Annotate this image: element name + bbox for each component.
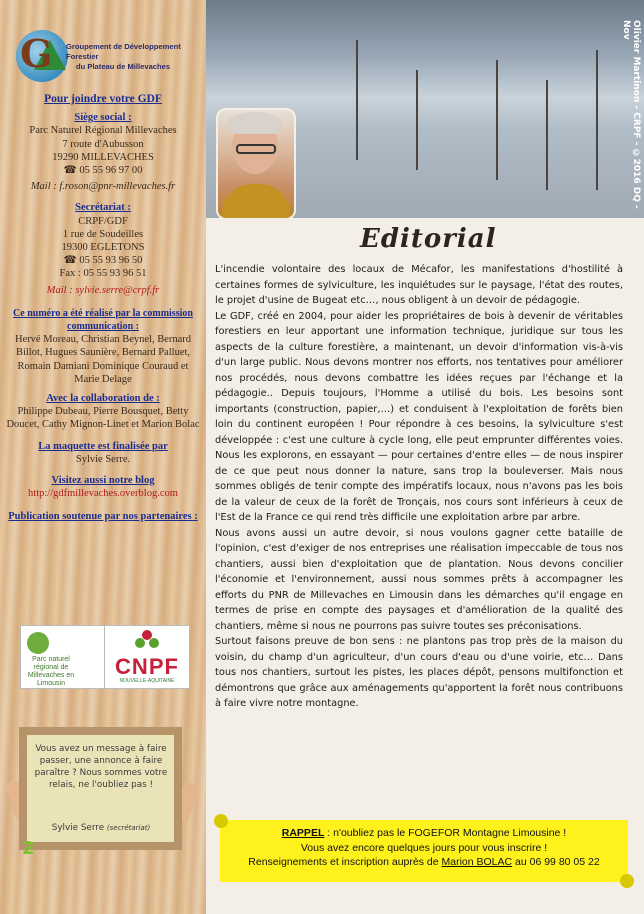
join-title: Pour joindre votre GDF: [44, 93, 162, 105]
tree-reflection: [596, 50, 598, 190]
cnpf-sub: NOUVELLE-AQUITAINE: [119, 678, 175, 684]
commission-title: Ce numéro a été réalisé par la commission communication :: [13, 307, 193, 333]
collab-title: Avec la collaboration de :: [46, 393, 160, 405]
siege-phone: ☎ 05 55 96 97 00: [63, 165, 143, 177]
logo-line1: Groupement de Développement Forestier: [66, 42, 181, 61]
secretariat-line: 1 rue de Soudeilles: [62, 228, 144, 240]
cnpf-logo: [104, 625, 190, 689]
signature-name: Sylvie Serre: [51, 823, 105, 833]
contact-block: [4, 93, 202, 524]
parc-logo: [20, 625, 106, 689]
editorial-paragraph: L'incendie volontaire des locaux de Mécafor, les manifestations d'hostilité à certaines formes de sylviculture, les inquiétudes sur le paysage, l'état des routes, le projet d'usine de Bugeat etc…, nous obligent à un devoir de pédagogie.: [215, 264, 623, 306]
collab-names: Philippe Dubeau, Pierre Bousquet, Betty Doucet, Cathy Mignon-Linet et Marion Bolac: [6, 406, 200, 431]
logo-text: [66, 42, 206, 72]
blog-title: Visitez aussi notre blog: [51, 475, 155, 487]
logo-line2: du Plateau de Millevaches: [76, 62, 171, 71]
author-portrait: [216, 108, 296, 220]
secretariat-mail-link[interactable]: Mail : sylvie.serre@crpf.fr: [46, 284, 160, 296]
commission-names: Hervé Moreau, Christian Beynel, Bernard Billot, Hugues Saunière, Bernard Palluet, Romain Damiani Dominique Couraud et Marie Delage: [14, 334, 192, 385]
flower-icon: [135, 630, 159, 654]
rappel-line3-suffix: au 06 99 80 05 22: [512, 856, 600, 868]
secretariat-line: CRPF/GDF: [78, 215, 128, 227]
maquette-name: Sylvie Serre.: [75, 453, 131, 465]
editorial-paragraph: Nous avons aussi un autre devoir, si nous voulons gagner cette bataille de l'opinion, c'est d'exiger de nos entreprises une réalisation impeccable de tous nos chantiers, aussi bien d'exploitation que de plantation. Nous devons concilier l'économie et l'environnement, aussi nous sommes prêts à accompagner les efforts du PNR de Millevaches en Limousin dans les démarches qu'il engage en termes de prise en compte des paysages et d'amélioration de la qualité des chantiers, même si nous ne pourrons pas suivre toutes ses préconisations.: [215, 527, 623, 632]
glasses-icon: [236, 144, 276, 154]
rappel-line2: Vous avez encore quelques jours pour vous inscrire !: [300, 841, 548, 854]
photo-credit: Olivier Martinon - CRPF - ©2016 DQ - Nov: [621, 20, 641, 209]
tree-reflection: [546, 80, 548, 190]
editorial-body: [215, 262, 623, 712]
editorial-paragraph: Surtout faisons preuve de bon sens : ne plantons pas trop près de la maison du voisin, du champ d'un agriculteur, d'un cours d'eau ou d'une voirie, etc… Dans tous nos chantiers, surtout les pistes, les places dépôt, pensons multifonction et démontrons que grâce aux aménagements qu'apportent la forêt nous contribuons à faire vivre notre montagne.: [215, 636, 623, 709]
board-message: Vous avez un message à faire passer, une annonce à faire paraître ? Nous sommes votre relais, ne l'oubliez pas !: [34, 744, 168, 790]
signature-role: (secrétariat): [106, 824, 151, 832]
siege-line: 19290 MILLEVACHES: [52, 151, 154, 163]
secretariat-title: Secrétariat :: [75, 202, 131, 214]
rappel-label: RAPPEL: [281, 827, 325, 839]
rappel-text: [220, 826, 628, 870]
rappel-line1: : n'oubliez pas le FOGEFOR Montagne Limousine !: [324, 827, 567, 839]
blog-link[interactable]: http://gdfmillevaches.overblog.com: [28, 488, 178, 500]
portrait-coat: [222, 184, 290, 220]
parc-logo-text: Parc naturel régional de Millevaches en Limousin: [27, 656, 75, 687]
portrait-hair: [228, 112, 282, 134]
cnpf-name: CNPF: [115, 654, 179, 679]
page-number: 2: [22, 838, 35, 859]
logo-letter-icon: G: [20, 31, 53, 76]
maquette-title: La maquette est finalisée par: [38, 440, 168, 452]
rappel-banner: [220, 820, 628, 882]
secretariat-line: 19300 EGLETONS: [61, 242, 145, 254]
tree-reflection: [356, 40, 358, 160]
siege-mail-link[interactable]: Mail : f.roson@pnr-millevaches.fr: [30, 181, 176, 193]
rappel-contact: Marion BOLAC: [441, 856, 513, 868]
tree-reflection: [496, 60, 498, 180]
secretariat-fax: Fax : 05 55 93 96 51: [59, 268, 147, 280]
rappel-line3-prefix: Renseignements et inscription auprès de: [248, 856, 442, 868]
message-board: [19, 727, 182, 850]
siege-line: Parc Naturel Régional Millevaches: [29, 125, 177, 137]
tree-reflection: [416, 70, 418, 170]
partners-title: Publication soutenue par nos partenaires :: [8, 511, 198, 523]
siege-title: Siège social :: [74, 112, 132, 124]
secretariat-phone: ☎ 05 55 93 96 50: [63, 255, 143, 267]
editorial-title: Editorial: [360, 224, 497, 254]
editorial-paragraph: Le GDF, créé en 2004, pour aider les propriétaires de bois à devenir de véritables forestiers en leur apportant une information technique, juridique sur tous les aspects de la culture forestière, a maintenant, un devoir d'information vis-à-vis d'un large public. Nous devons montrer nos efforts, nos tentatives pour améliorer nos procédés, nous devons combattre les idées reçues par l'échange et la pédagogie.. Depuis toujours, l'Homme a utilisé du bois. Les besoins sont importants (construction, papier,…) et conduisent à l'exploitation de forêts bien loin du continent européen ! Pour répondre à ces besoins, la sylviculture s'est développée : c'est une culture à cycle long, elle peut emprunter différentes voies. Nous les explorons, en essayant — pour certaines d'entre elles — de nous inspirer de ce que peut nous donner la nature, sans trop la bouleverser. Mais nous sommes obligés de tenir compte des impératifs locaux, nous n'avons pas les bois de la valeur de ceux de la forêt de Tronçais, nos cours sont inférieurs à ceux de l'Est de la France ce qui rend très difficile une exploitation arbre par arbre.: [215, 310, 623, 523]
siege-line: 7 route d'Aubusson: [62, 138, 144, 150]
scroll-curl-icon: [620, 874, 634, 888]
leaf-icon: [27, 632, 49, 654]
board-signature: [31, 823, 171, 833]
gdf-logo: [16, 30, 204, 84]
left-sidebar: [0, 0, 206, 914]
